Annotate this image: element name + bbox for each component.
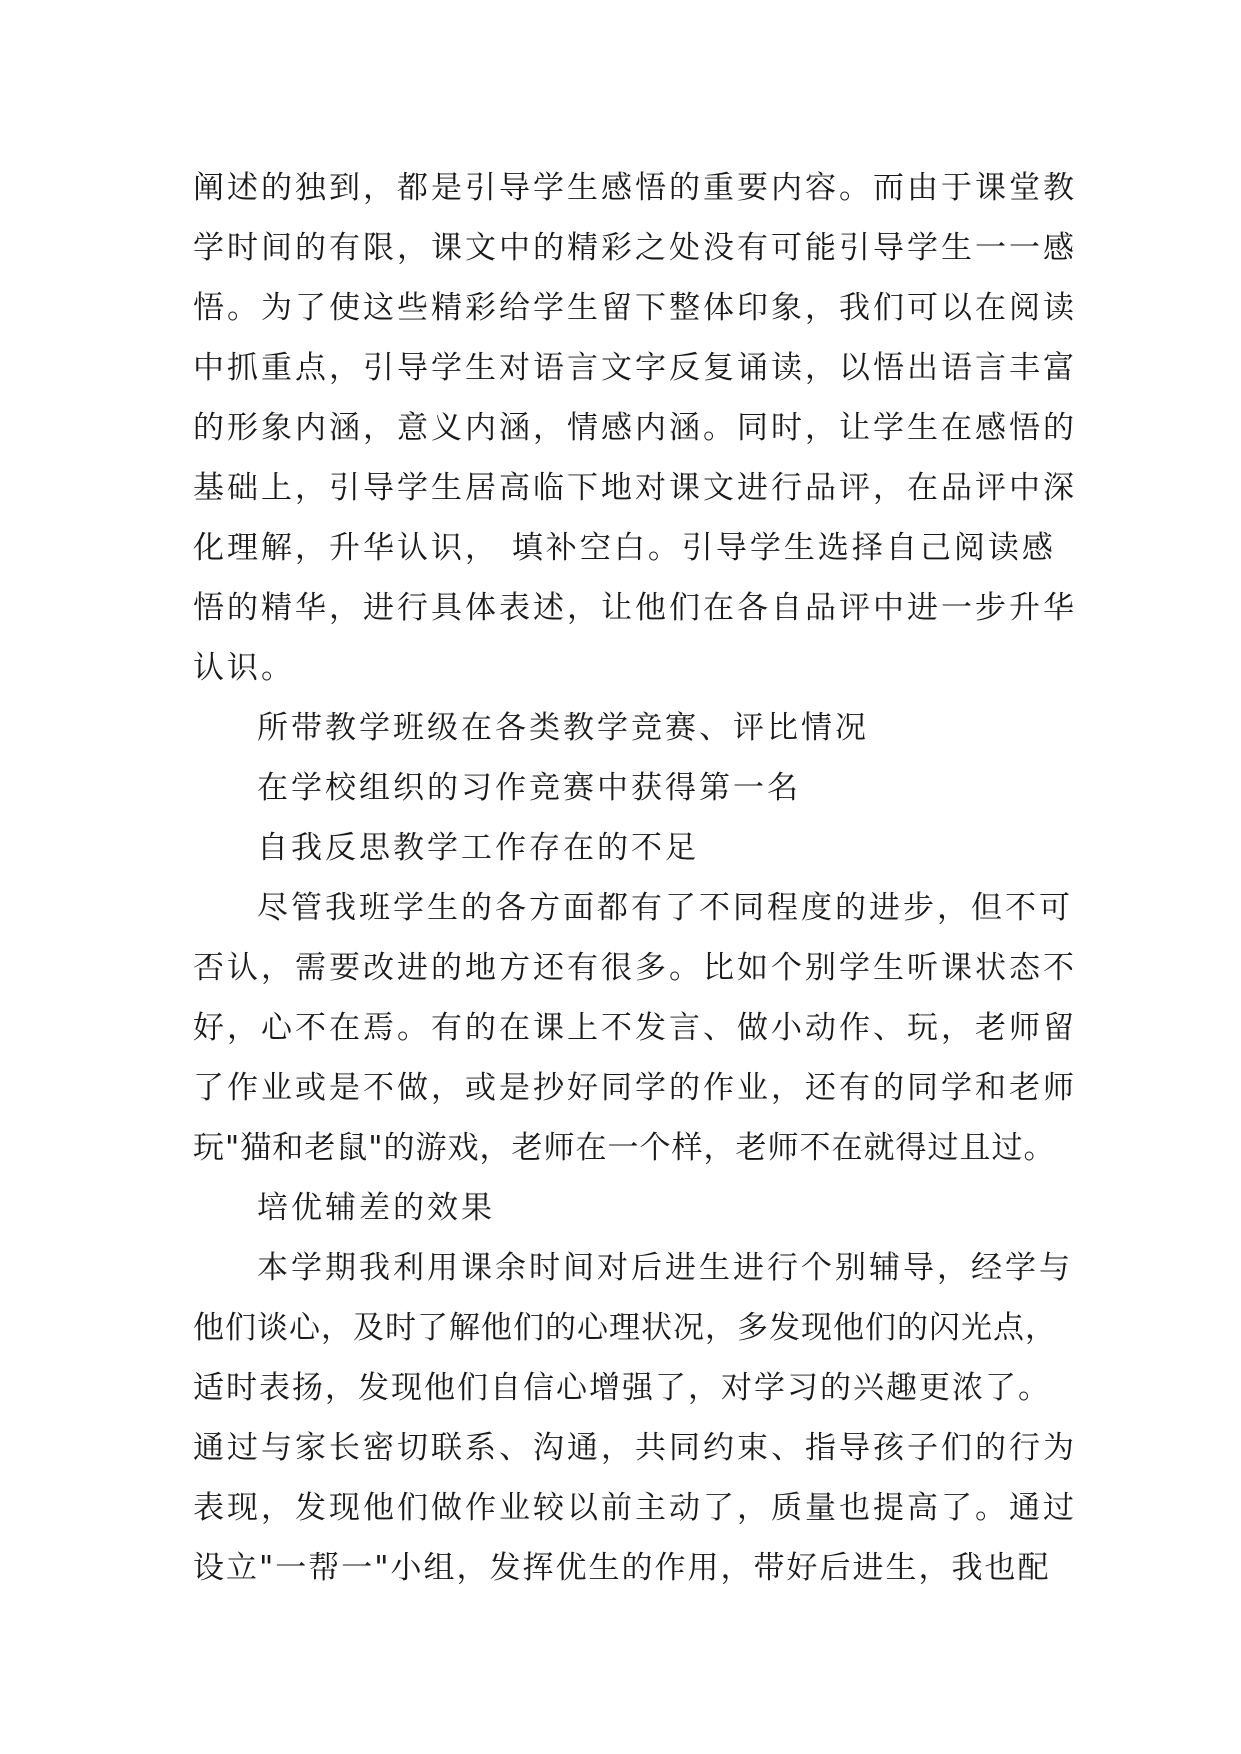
paragraph-line: 他们谈心，及时了解他们的心理状况，多发现他们的闪光点， xyxy=(193,1310,1057,1346)
paragraph-line: 了作业或是不做，或是抄好同学的作业，还有的同学和老师 xyxy=(193,1070,1077,1106)
section-heading: 自我反思教学工作存在的不足 xyxy=(257,830,699,866)
paragraph-line: 好，心不在焉。有的在课上不发言、做小动作、玩，老师留 xyxy=(193,1010,1077,1046)
paragraph-line: 的形象内涵，意义内涵，情感内涵。同时，让学生在感悟的 xyxy=(193,410,1077,446)
section-heading: 培优辅差的效果 xyxy=(257,1190,495,1226)
paragraph-line: 通过与家长密切联系、沟通，共同约束、指导孩子们的行为 xyxy=(193,1430,1077,1466)
paragraph-line: 本学期我利用课余时间对后进生进行个别辅导，经学与 xyxy=(257,1250,1073,1286)
paragraph-line: 学时间的有限，课文中的精彩之处没有可能引导学生一一感 xyxy=(193,230,1077,266)
paragraph-line: 尽管我班学生的各方面都有了不同程度的进步，但不可 xyxy=(257,890,1073,926)
paragraph-line: 玩"猫和老鼠"的游戏，老师在一个样，老师不在就得过且过。 xyxy=(193,1130,1056,1166)
paragraph-line: 中抓重点，引导学生对语言文字反复诵读，以悟出语言丰富 xyxy=(193,350,1077,386)
paragraph-line: 设立"一帮一"小组，发挥优生的作用，带好后进生，我也配 xyxy=(193,1550,1051,1586)
paragraph-line: 阐述的独到，都是引导学生感悟的重要内容。而由于课堂教 xyxy=(193,170,1077,206)
section-heading: 所带教学班级在各类教学竞赛、评比情况 xyxy=(257,710,869,746)
paragraph-line: 基础上，引导学生居高临下地对课文进行品评，在品评中深 xyxy=(193,470,1077,506)
paragraph-line: 悟。为了使这些精彩给学生留下整体印象，我们可以在阅读 xyxy=(193,290,1077,326)
paragraph-line: 认识。 xyxy=(193,650,295,686)
paragraph-line: 适时表扬，发现他们自信心增强了，对学习的兴趣更浓了。 xyxy=(193,1370,1051,1406)
paragraph-line: 表现，发现他们做作业较以前主动了，质量也提高了。通过 xyxy=(193,1490,1077,1526)
paragraph-line: 化理解，升华认识， 填补空白。引导学生选择自己阅读感 xyxy=(193,530,1056,566)
paragraph-line: 否认，需要改进的地方还有很多。比如个别学生听课状态不 xyxy=(193,950,1077,986)
paragraph-line: 悟的精华，进行具体表述，让他们在各自品评中进一步升华 xyxy=(193,590,1077,626)
paragraph-line: 在学校组织的习作竞赛中获得第一名 xyxy=(257,770,801,806)
